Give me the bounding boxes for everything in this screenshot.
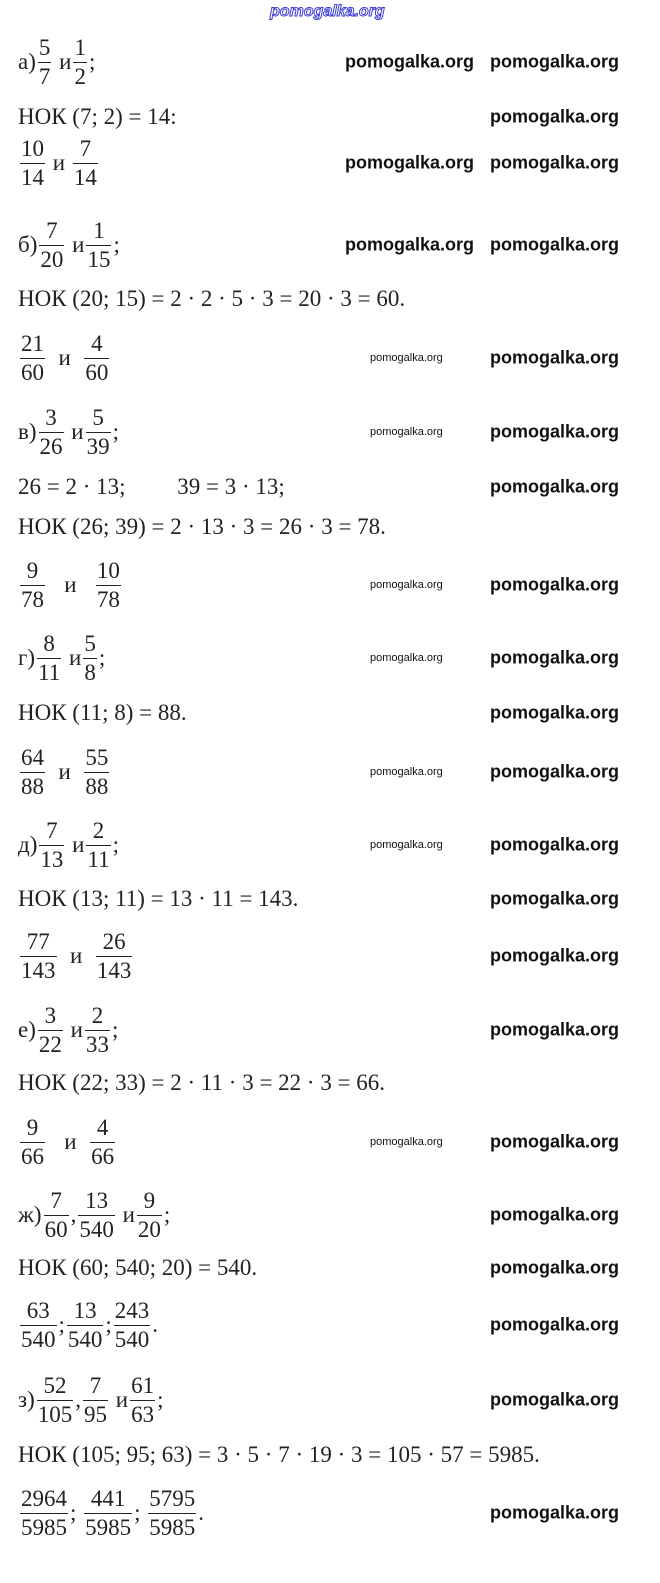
fraction [20, 928, 57, 985]
watermark: pomogalka.org [490, 51, 620, 72]
denominator: 33 [85, 1031, 109, 1057]
denominator: 60 [44, 1216, 68, 1242]
numerator: 1 [93, 217, 105, 243]
denominator: 60 [21, 359, 44, 385]
denominator: 78 [21, 586, 44, 612]
watermark: pomogalka.org [490, 945, 620, 966]
denominator: 13 [40, 846, 64, 872]
math-text: и [116, 1202, 135, 1227]
fraction [85, 1002, 110, 1059]
math-text: ; [105, 1312, 112, 1337]
watermark: pomogalka.org [490, 1131, 620, 1152]
numerator: 7 [89, 1372, 102, 1398]
math-text: и [47, 150, 71, 175]
denominator: 11 [87, 846, 110, 872]
fraction [20, 744, 45, 801]
watermark: pomogalka.org [490, 347, 620, 368]
math-text: НОК (7; 2) = 14: [18, 104, 177, 129]
fraction [84, 744, 109, 801]
fraction [20, 135, 45, 192]
solution-line [18, 1293, 158, 1357]
math-text: ; [157, 1387, 164, 1412]
numerator: 2 [91, 1002, 104, 1028]
solution-line [18, 867, 298, 931]
denominator: 143 [96, 957, 132, 983]
solution-line [18, 495, 386, 559]
numerator: 5 [38, 34, 51, 60]
watermark: pomogalka.org [370, 426, 443, 438]
fraction [20, 557, 45, 614]
math-text: ; [111, 1017, 119, 1042]
fraction [38, 1002, 63, 1059]
denominator: 39 [86, 433, 110, 459]
math-text: 26 = 2 · 13; 39 = 3 · 13; [18, 474, 285, 499]
watermark: pomogalka.org [490, 106, 620, 127]
denominator: 66 [21, 1143, 44, 1169]
math-text: . [198, 1500, 205, 1525]
denominator: 88 [21, 773, 44, 799]
math-text: ; [58, 1312, 65, 1337]
math-text: и [47, 345, 83, 370]
solution-line [18, 131, 100, 195]
numerator: 7 [50, 1187, 62, 1213]
denominator: 105 [37, 1401, 73, 1427]
math-text: и [53, 49, 72, 74]
numerator: 63 [26, 1297, 50, 1323]
math-text: г) [18, 645, 36, 670]
math-text: ; [112, 832, 119, 857]
denominator: 11 [38, 659, 61, 685]
watermark: pomogalka.org [370, 579, 443, 591]
fraction [86, 404, 111, 461]
fraction [20, 1114, 45, 1171]
denominator: 15 [87, 246, 111, 272]
solution-line [18, 1051, 385, 1115]
watermark: pomogalka.org [490, 888, 620, 909]
denominator: 95 [84, 1401, 107, 1427]
fraction [37, 1372, 74, 1429]
denominator: 78 [96, 586, 120, 612]
solution-line [18, 1110, 117, 1174]
numerator: 8 [43, 630, 55, 656]
fraction [67, 1297, 104, 1354]
fraction [84, 330, 109, 387]
math-text: ; [134, 1500, 147, 1525]
math-text: ; [163, 1202, 171, 1227]
numerator: 13 [85, 1187, 109, 1213]
denominator: 540 [79, 1216, 114, 1242]
math-text: ж) [18, 1202, 42, 1227]
denominator: 5985 [149, 1514, 196, 1540]
numerator: 26 [102, 928, 126, 954]
math-text: НОК (60; 540; 20) = 540. [18, 1255, 258, 1280]
math-text: а) [18, 49, 36, 74]
fraction [90, 1114, 115, 1171]
math-text: НОК (20; 15) = 2 · 2 · 5 · 3 = 20 · 3 = 60. [18, 286, 406, 311]
numerator: 21 [21, 330, 44, 356]
numerator: 7 [46, 817, 58, 843]
watermark: pomogalka.org [490, 152, 620, 173]
math-text: и [65, 419, 84, 444]
numerator: 243 [114, 1297, 150, 1323]
math-text: и [64, 1017, 83, 1042]
denominator: 7 [38, 63, 51, 89]
math-text: НОК (26; 39) = 2 · 13 · 3 = 26 · 3 = 78. [18, 514, 386, 539]
fraction [37, 630, 61, 687]
watermark: pomogalka.org [490, 421, 620, 442]
numerator: 13 [73, 1297, 97, 1323]
numerator: 10 [96, 557, 120, 583]
fraction [39, 217, 64, 274]
numerator: 10 [21, 135, 44, 161]
denominator: 26 [39, 433, 63, 459]
solution-line [18, 1236, 257, 1300]
math-text: и [47, 572, 94, 597]
math-text: ; [112, 419, 119, 444]
math-text: . [152, 1312, 159, 1337]
watermark: pomogalka.org [490, 702, 620, 723]
watermark: pomogalka.org [345, 51, 475, 72]
math-text: НОК (13; 11) = 13 · 11 = 143. [18, 886, 299, 911]
numerator: 77 [26, 928, 50, 954]
math-text: НОК (22; 33) = 2 · 11 · 3 = 22 · 3 = 66. [18, 1070, 386, 1095]
watermark: pomogalka.org [490, 1204, 620, 1225]
numerator: 7 [46, 217, 58, 243]
fraction [86, 217, 111, 274]
numerator: 4 [91, 330, 103, 356]
watermark: pomogalka.org [490, 234, 620, 255]
numerator: 5 [92, 404, 104, 430]
fraction [137, 1187, 162, 1244]
math-text: , [75, 1387, 81, 1412]
watermark: pomogalka.org [370, 352, 443, 364]
solution-line [18, 553, 123, 617]
math-text: ; [70, 1500, 83, 1525]
math-text: НОК (105; 95; 63) = 3 · 5 · 7 · 19 · 3 = 105 · 57 = 5985. [18, 1442, 540, 1467]
fraction [38, 34, 52, 91]
fraction [83, 630, 97, 687]
denominator: 5985 [21, 1514, 67, 1540]
watermark: pomogalka.org [490, 761, 620, 782]
denominator: 60 [85, 359, 109, 385]
numerator: 9 [143, 1187, 156, 1213]
denominator: 8 [84, 659, 96, 685]
denominator: 63 [131, 1401, 155, 1427]
fraction [73, 135, 98, 192]
watermark: pomogalka.org [370, 1136, 443, 1148]
denominator: 22 [38, 1031, 62, 1057]
watermark: pomogalka.org [490, 834, 620, 855]
fraction [78, 1187, 115, 1244]
math-text: и [66, 232, 85, 257]
math-text: , [70, 1202, 77, 1227]
math-text: и [63, 645, 82, 670]
math-text: з) [18, 1387, 35, 1412]
fraction [96, 928, 133, 985]
solution-line [18, 1423, 540, 1487]
math-text: в) [18, 419, 37, 444]
denominator: 540 [21, 1326, 56, 1352]
solution-line [18, 1481, 204, 1545]
denominator: 540 [67, 1326, 103, 1352]
numerator: 7 [79, 135, 92, 161]
math-text: и [47, 759, 83, 784]
watermark: pomogalka.org [490, 1314, 620, 1335]
denominator: 14 [73, 164, 97, 190]
math-text: б) [18, 232, 38, 257]
denominator: 14 [21, 164, 44, 190]
watermark: pomogalka.org [370, 652, 443, 664]
numerator: 1 [74, 34, 86, 60]
denominator: 88 [85, 773, 109, 799]
fraction [39, 817, 64, 874]
numerator: 64 [21, 744, 44, 770]
numerator: 61 [131, 1372, 155, 1398]
watermark: pomogalka.org [490, 1019, 620, 1040]
math-text: ; [88, 49, 96, 74]
math-text: д) [18, 832, 38, 857]
numerator: 2964 [21, 1485, 67, 1511]
denominator: 66 [91, 1143, 115, 1169]
math-text: и [47, 1129, 89, 1154]
watermark: pomogalka.org [490, 1502, 620, 1523]
fraction [83, 1372, 108, 1429]
numerator: 9 [26, 1114, 39, 1140]
fraction [130, 1372, 155, 1429]
fraction [20, 330, 45, 387]
watermark: pomogalka.org [370, 766, 443, 778]
solution-line [18, 326, 111, 390]
denominator: 20 [137, 1216, 161, 1242]
watermark: pomogalka.org [490, 1389, 620, 1410]
watermark: pomogalka.org [370, 839, 443, 851]
solution-line [18, 267, 405, 331]
watermark: pomogalka.org [490, 476, 620, 497]
numerator: 9 [26, 557, 39, 583]
math-text: е) [18, 1017, 36, 1042]
fraction [73, 34, 87, 91]
math-text: ; [98, 645, 106, 670]
denominator: 143 [21, 957, 56, 983]
fraction [20, 1485, 68, 1542]
numerator: 3 [45, 404, 57, 430]
fraction [44, 1187, 69, 1244]
fraction [86, 817, 110, 874]
math-text: и [58, 943, 94, 968]
solution-line [18, 740, 111, 804]
denominator: 20 [40, 246, 64, 272]
numerator: 2 [92, 817, 105, 843]
numerator: 441 [90, 1485, 126, 1511]
numerator: 5 [84, 630, 96, 656]
fraction [96, 557, 121, 614]
watermark: pomogalka.org [490, 647, 620, 668]
numerator: 52 [43, 1372, 67, 1398]
numerator: 3 [44, 1002, 57, 1028]
fraction [114, 1297, 151, 1354]
watermark: pomogalka.org [345, 234, 475, 255]
denominator: 2 [74, 63, 86, 89]
numerator: 55 [85, 744, 109, 770]
fraction [39, 404, 64, 461]
math-text: и [110, 1387, 129, 1412]
fraction [20, 1297, 57, 1354]
fraction [148, 1485, 196, 1542]
solution-line [18, 681, 187, 745]
watermark: pomogalka.org [490, 1257, 620, 1278]
math-text: и [66, 832, 85, 857]
fraction [84, 1485, 132, 1542]
solution-line [18, 924, 134, 988]
denominator: 540 [114, 1326, 150, 1352]
header-watermark: pomogalka.org [270, 3, 385, 20]
math-text: НОК (11; 8) = 88. [18, 700, 187, 725]
math-text: ; [113, 232, 120, 257]
watermark: pomogalka.org [345, 152, 475, 173]
numerator: 5795 [149, 1485, 196, 1511]
numerator: 4 [96, 1114, 109, 1140]
watermark: pomogalka.org [490, 574, 620, 595]
denominator: 5985 [85, 1514, 132, 1540]
